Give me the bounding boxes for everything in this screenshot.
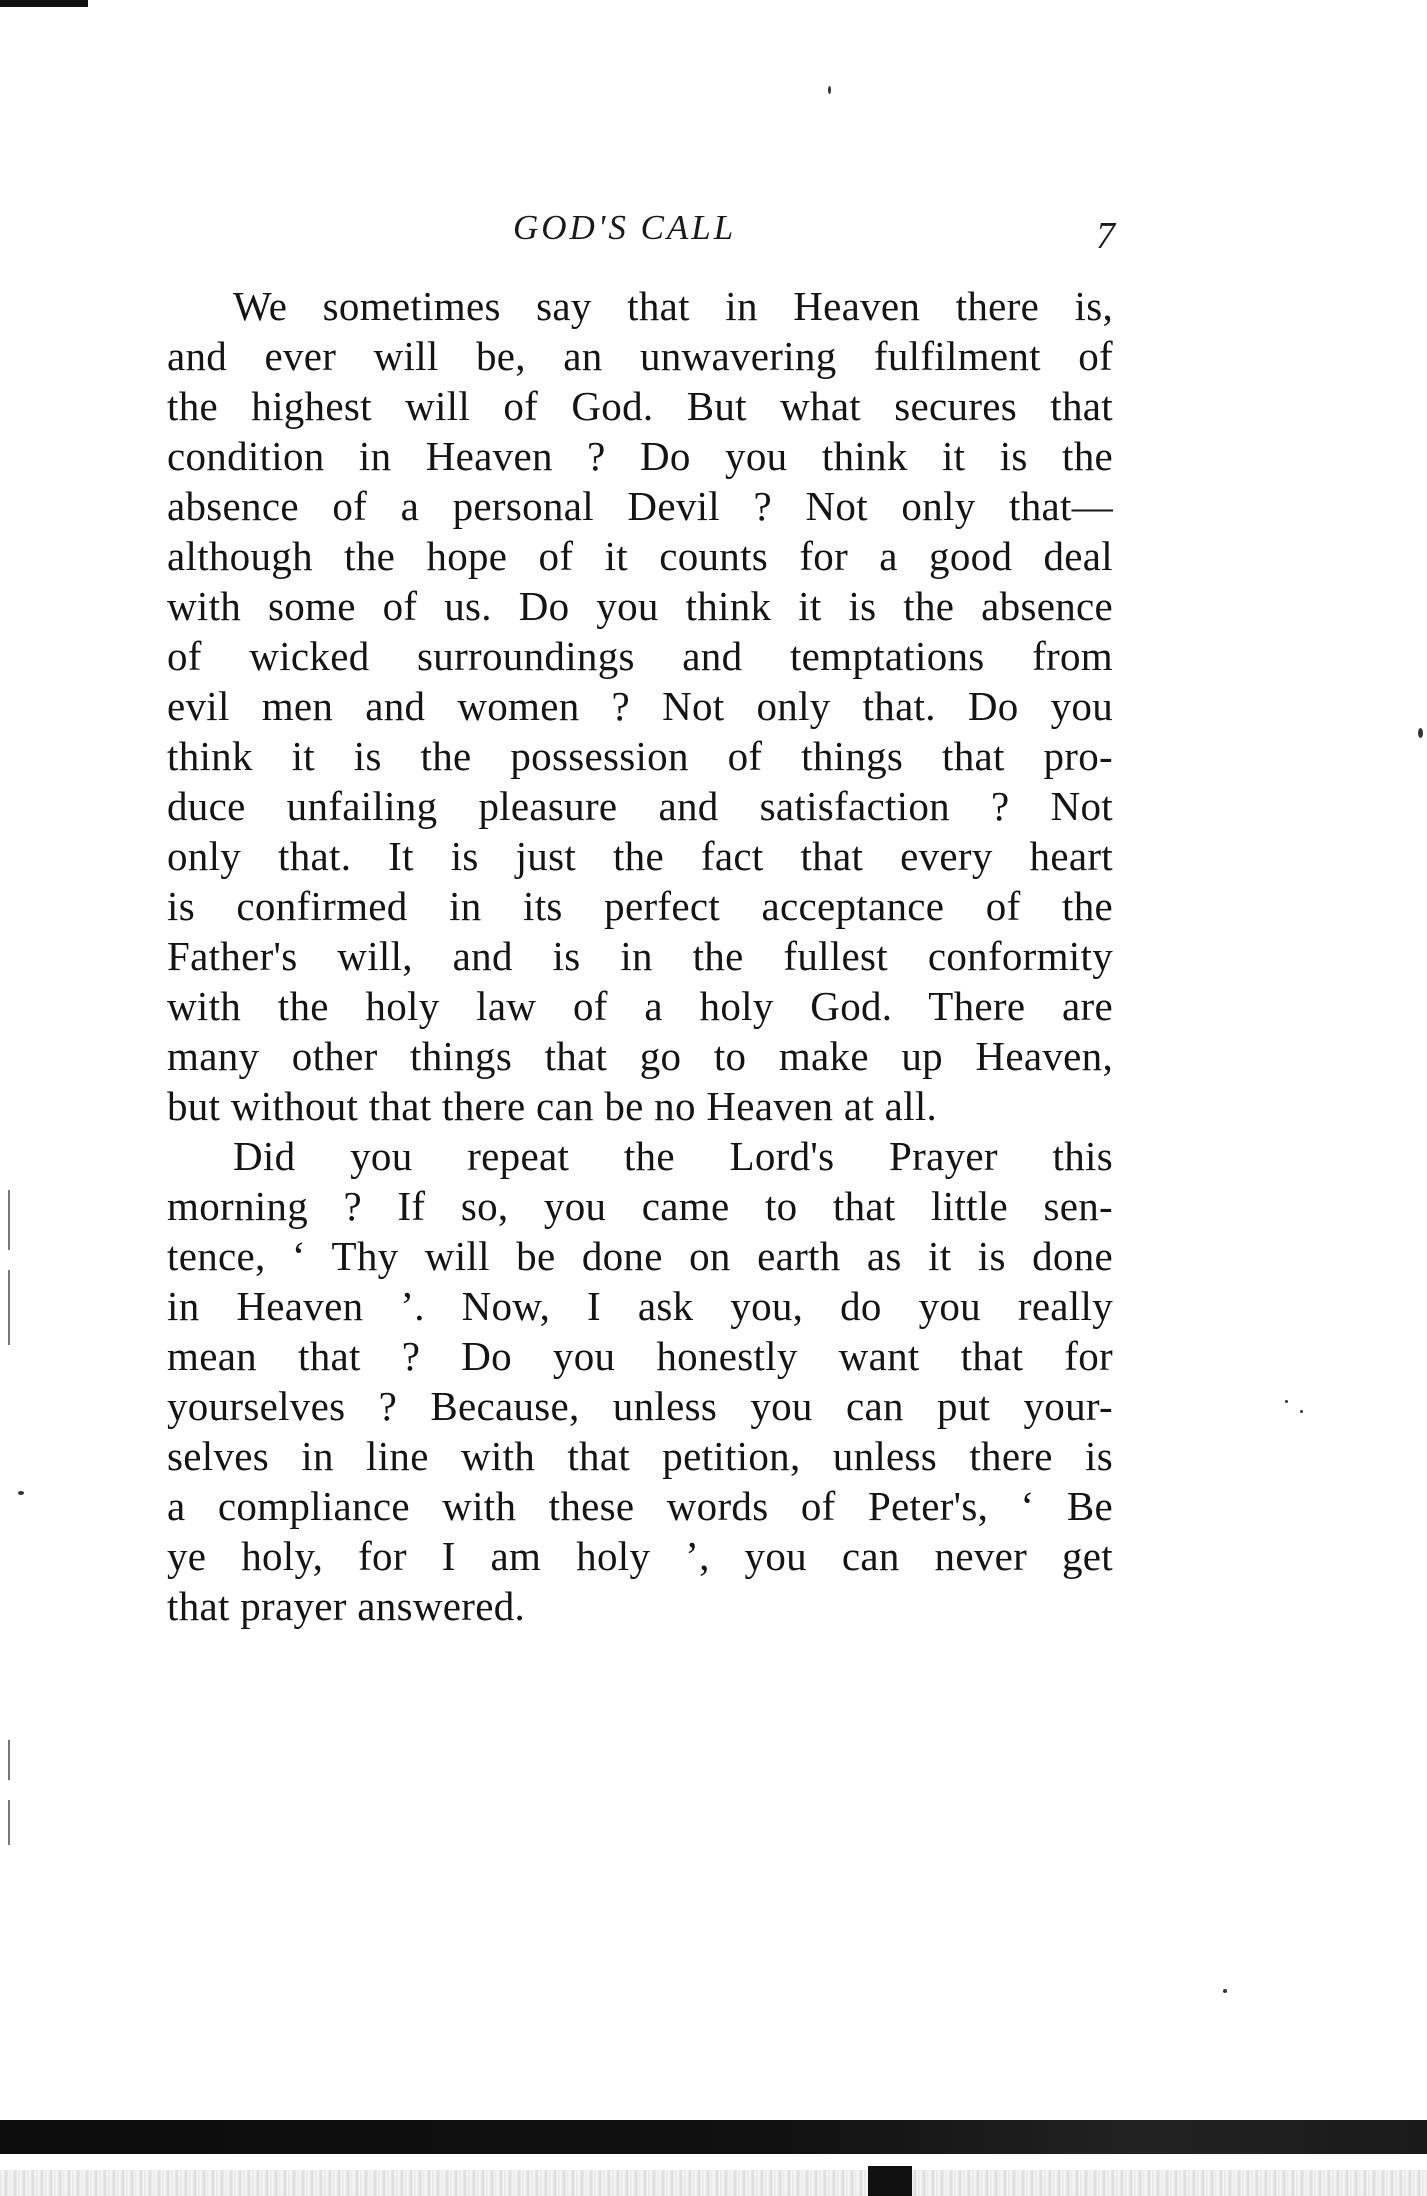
text-line: ye holy, for I am holy ’, you can never get [167,1533,1113,1579]
text-line: with some of us. Do you think it is the absence [167,583,1113,629]
text-line: but without that there can be no Heaven at all. [167,1083,938,1129]
scan-margin-line [8,1270,10,1345]
scan-noise-block [868,2166,912,2196]
dust-speck [1418,728,1423,738]
text-line: mean that ? Do you honestly want that for [167,1333,1113,1379]
text-line: and ever will be, an unwavering fulfilment of [167,333,1113,379]
text-line: with the holy law of a holy God. There are [167,983,1113,1029]
scan-margin-line [8,1190,10,1250]
text-line: of wicked surroundings and temptations from [167,633,1113,679]
text-line: yourselves ? Because, unless you can put your- [167,1383,1113,1429]
text-line: only that. It is just the fact that every heart [167,833,1113,879]
dust-speck [1285,1400,1288,1403]
text-line: that prayer answered. [167,1583,526,1629]
text-line: We sometimes say that in Heaven there is, [233,283,1113,329]
text-line: absence of a personal Devil ? Not only that— [167,483,1113,529]
text-line: Did you repeat the Lord's Prayer this [233,1133,1113,1179]
text-line: a compliance with these words of Peter's, ‘ Be [167,1483,1113,1529]
text-line: Father's will, and is in the fullest conformity [167,933,1113,979]
page-number: 7 [1096,215,1115,257]
text-line: selves in line with that petition, unless there is [167,1433,1113,1479]
text-line: think it is the possession of things that pro- [167,733,1113,779]
text-line: the highest will of God. But what secures that [167,383,1113,429]
scan-artifact-top [0,0,88,7]
scan-margin-line [8,1800,10,1845]
scan-margin-line [8,1740,10,1780]
text-line: although the hope of it counts for a good deal [167,533,1113,579]
text-line: in Heaven ’. Now, I ask you, do you really [167,1283,1113,1329]
text-line: many other things that go to make up Heaven, [167,1033,1113,1079]
dust-speck [18,1491,24,1495]
dust-speck [1223,1989,1227,1993]
dust-speck [828,86,831,94]
text-line: tence, ‘ Thy will be done on earth as it is done [167,1233,1113,1279]
running-title: GOD'S CALL [513,208,737,247]
scan-noise [0,2170,1427,2196]
text-line: duce unfailing pleasure and satisfaction ? Not [167,783,1113,829]
text-line: condition in Heaven ? Do you think it is the [167,433,1113,479]
dust-speck [1300,1410,1303,1413]
body-text [167,281,1113,1631]
text-line: morning ? If so, you came to that little sen- [167,1183,1113,1229]
text-line: evil men and women ? Not only that. Do you [167,683,1113,729]
text-line: is confirmed in its perfect acceptance of the [167,883,1113,929]
scan-artifact-bottom [0,2120,1427,2154]
